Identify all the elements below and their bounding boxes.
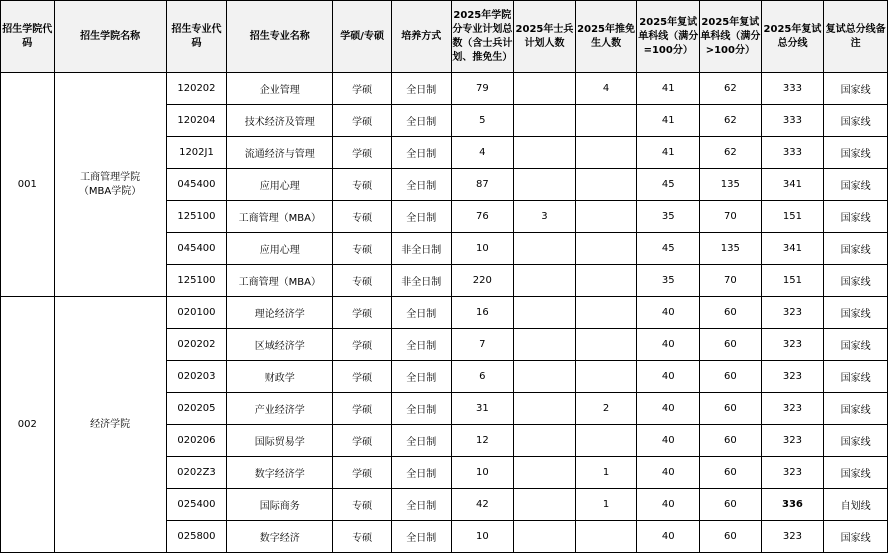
degree-type-cell: 学硕 [333,457,392,489]
major-name-cell: 应用心理 [227,169,333,201]
total-line-note-cell: 国家线 [824,457,888,489]
plan-total-cell: 42 [451,489,514,521]
single-line-100-cell: 40 [637,425,700,457]
major-name-cell: 国际贸易学 [227,425,333,457]
college-code-cell: 001 [1,73,55,297]
exempt-count-cell [575,137,637,169]
plan-total-cell: 16 [451,297,514,329]
single-line-gt100-cell: 60 [700,489,762,521]
degree-type-cell: 学硕 [333,137,392,169]
major-code-cell: 020205 [166,393,227,425]
header-single-line-100: 2025年复试单科线（满分=100分） [637,1,700,73]
single-line-gt100-cell: 60 [700,521,762,553]
exempt-count-cell [575,265,637,297]
exempt-count-cell [575,233,637,265]
soldier-plan-cell [514,233,576,265]
exempt-count-cell [575,297,637,329]
single-line-100-cell: 41 [637,105,700,137]
single-line-100-cell: 40 [637,361,700,393]
exempt-count-cell: 1 [575,457,637,489]
single-line-gt100-cell: 70 [700,265,762,297]
total-line-cell: 323 [761,457,824,489]
major-code-cell: 0202Z3 [166,457,227,489]
exempt-count-cell [575,169,637,201]
major-name-cell: 数字经济 [227,521,333,553]
study-mode-cell: 全日制 [391,521,451,553]
college-name-cell [54,73,166,297]
major-name-cell: 数字经济学 [227,457,333,489]
single-line-100-cell: 40 [637,457,700,489]
plan-total-cell: 12 [451,425,514,457]
total-line-note-cell: 国家线 [824,169,888,201]
exempt-count-cell: 1 [575,489,637,521]
exempt-count-cell [575,521,637,553]
total-line-note-cell: 国家线 [824,233,888,265]
major-code-cell: 020206 [166,425,227,457]
major-name-cell: 应用心理 [227,233,333,265]
single-line-100-cell: 45 [637,233,700,265]
major-name-cell: 工商管理（MBA） [227,265,333,297]
single-line-gt100-cell: 60 [700,457,762,489]
exempt-count-cell [575,361,637,393]
soldier-plan-cell: 3 [514,201,576,233]
header-total-line-note: 复试总分线备注 [824,1,888,73]
total-line-cell: 323 [761,393,824,425]
total-line-cell: 323 [761,521,824,553]
exempt-count-cell [575,329,637,361]
major-name-cell: 流通经济与管理 [227,137,333,169]
single-line-gt100-cell: 60 [700,329,762,361]
plan-total-cell: 31 [451,393,514,425]
total-line-cell: 323 [761,361,824,393]
major-name-cell: 国际商务 [227,489,333,521]
degree-type-cell: 学硕 [333,425,392,457]
major-code-cell: 045400 [166,233,227,265]
single-line-gt100-cell: 62 [700,137,762,169]
major-name-cell: 理论经济学 [227,297,333,329]
single-line-100-cell: 40 [637,329,700,361]
single-line-gt100-cell: 60 [700,425,762,457]
degree-type-cell: 专硕 [333,265,392,297]
major-code-cell: 125100 [166,201,227,233]
header-major-name: 招生专业名称 [227,1,333,73]
total-line-note-cell: 国家线 [824,521,888,553]
soldier-plan-cell [514,489,576,521]
soldier-plan-cell [514,169,576,201]
study-mode-cell: 非全日制 [391,233,451,265]
plan-total-cell: 6 [451,361,514,393]
table-row [1,297,888,329]
degree-type-cell: 学硕 [333,329,392,361]
study-mode-cell: 非全日制 [391,265,451,297]
major-code-cell: 020100 [166,297,227,329]
header-exempt-count: 2025年推免生人数 [575,1,637,73]
total-line-cell: 323 [761,297,824,329]
total-line-note-cell: 国家线 [824,201,888,233]
degree-type-cell: 专硕 [333,169,392,201]
study-mode-cell: 全日制 [391,489,451,521]
major-code-cell: 020202 [166,329,227,361]
major-code-cell: 120202 [166,73,227,105]
plan-total-cell: 5 [451,105,514,137]
total-line-cell: 151 [761,201,824,233]
plan-total-cell: 79 [451,73,514,105]
major-name-cell: 产业经济学 [227,393,333,425]
major-name-cell: 企业管理 [227,73,333,105]
major-name-cell: 财政学 [227,361,333,393]
college-code-cell: 002 [1,297,55,553]
soldier-plan-cell [514,457,576,489]
total-line-note-cell: 国家线 [824,137,888,169]
soldier-plan-cell [514,105,576,137]
major-name-cell: 技术经济及管理 [227,105,333,137]
single-line-100-cell: 45 [637,169,700,201]
degree-type-cell: 学硕 [333,393,392,425]
total-line-cell: 341 [761,233,824,265]
soldier-plan-cell [514,73,576,105]
plan-total-cell: 76 [451,201,514,233]
exempt-count-cell [575,201,637,233]
single-line-gt100-cell: 60 [700,361,762,393]
study-mode-cell: 全日制 [391,201,451,233]
single-line-gt100-cell: 135 [700,233,762,265]
degree-type-cell: 学硕 [333,105,392,137]
total-line-cell: 333 [761,73,824,105]
single-line-100-cell: 35 [637,265,700,297]
study-mode-cell: 全日制 [391,169,451,201]
exempt-count-cell: 2 [575,393,637,425]
major-name-cell: 区域经济学 [227,329,333,361]
total-line-note-cell: 自划线 [824,489,888,521]
total-line-note-cell: 国家线 [824,265,888,297]
total-line-cell: 333 [761,105,824,137]
plan-total-cell: 10 [451,457,514,489]
major-code-cell: 020203 [166,361,227,393]
total-line-note-cell: 国家线 [824,425,888,457]
total-line-cell: 333 [761,137,824,169]
header-row [1,1,888,73]
single-line-gt100-cell: 70 [700,201,762,233]
plan-total-cell: 220 [451,265,514,297]
total-line-note-cell: 国家线 [824,297,888,329]
college-name: 工商管理学院 [80,171,141,183]
total-line-note-cell: 国家线 [824,73,888,105]
plan-total-cell: 87 [451,169,514,201]
header-single-line-gt100: 2025年复试单科线（满分>100分） [700,1,762,73]
total-line-note-cell: 国家线 [824,105,888,137]
study-mode-cell: 全日制 [391,105,451,137]
plan-total-cell: 10 [451,521,514,553]
soldier-plan-cell [514,265,576,297]
plan-total-cell: 10 [451,233,514,265]
study-mode-cell: 全日制 [391,457,451,489]
single-line-100-cell: 41 [637,137,700,169]
total-line-cell: 323 [761,425,824,457]
single-line-100-cell: 41 [637,73,700,105]
header-college-name: 招生学院名称 [54,1,166,73]
single-line-100-cell: 40 [637,393,700,425]
study-mode-cell: 全日制 [391,297,451,329]
major-code-cell: 045400 [166,169,227,201]
total-line-note-cell: 国家线 [824,361,888,393]
major-code-cell: 125100 [166,265,227,297]
total-line-cell: 151 [761,265,824,297]
study-mode-cell: 全日制 [391,137,451,169]
major-code-cell: 025400 [166,489,227,521]
major-code-cell: 025800 [166,521,227,553]
header-study-mode: 培养方式 [391,1,451,73]
soldier-plan-cell [514,393,576,425]
header-degree-type: 学硕/专硕 [333,1,392,73]
plan-total-cell: 4 [451,137,514,169]
soldier-plan-cell [514,137,576,169]
degree-type-cell: 专硕 [333,489,392,521]
total-line-cell: 323 [761,329,824,361]
exempt-count-cell [575,105,637,137]
degree-type-cell: 学硕 [333,297,392,329]
study-mode-cell: 全日制 [391,425,451,457]
total-line-note-cell: 国家线 [824,329,888,361]
table-row [1,73,888,105]
single-line-100-cell: 40 [637,521,700,553]
single-line-gt100-cell: 135 [700,169,762,201]
study-mode-cell: 全日制 [391,329,451,361]
study-mode-cell: 全日制 [391,73,451,105]
total-line-cell: 341 [761,169,824,201]
soldier-plan-cell [514,425,576,457]
single-line-gt100-cell: 62 [700,73,762,105]
soldier-plan-cell [514,329,576,361]
college-name-sub: （MBA学院） [78,185,142,197]
single-line-gt100-cell: 62 [700,105,762,137]
major-code-cell: 120204 [166,105,227,137]
study-mode-cell: 全日制 [391,393,451,425]
single-line-100-cell: 35 [637,201,700,233]
plan-total-cell: 7 [451,329,514,361]
soldier-plan-cell [514,361,576,393]
college-name: 经济学院 [90,418,131,430]
degree-type-cell: 专硕 [333,201,392,233]
header-plan-total: 2025年学院分专业计划总数（含士兵计划、推免生） [451,1,514,73]
soldier-plan-cell [514,521,576,553]
single-line-gt100-cell: 60 [700,297,762,329]
header-soldier-plan: 2025年士兵计划人数 [514,1,576,73]
total-line-cell: 336 [761,489,824,521]
college-name-cell [54,297,166,553]
major-code-cell: 1202J1 [166,137,227,169]
header-major-code: 招生专业代码 [166,1,227,73]
header-total-line: 2025年复试总分线 [761,1,824,73]
major-name-cell: 工商管理（MBA） [227,201,333,233]
single-line-100-cell: 40 [637,489,700,521]
degree-type-cell: 专硕 [333,521,392,553]
degree-type-cell: 学硕 [333,73,392,105]
degree-type-cell: 专硕 [333,233,392,265]
exempt-count-cell: 4 [575,73,637,105]
single-line-gt100-cell: 60 [700,393,762,425]
header-college-code: 招生学院代码 [1,1,55,73]
total-line-note-cell: 国家线 [824,393,888,425]
degree-type-cell: 学硕 [333,361,392,393]
soldier-plan-cell [514,297,576,329]
exempt-count-cell [575,425,637,457]
single-line-100-cell: 40 [637,297,700,329]
study-mode-cell: 全日制 [391,361,451,393]
